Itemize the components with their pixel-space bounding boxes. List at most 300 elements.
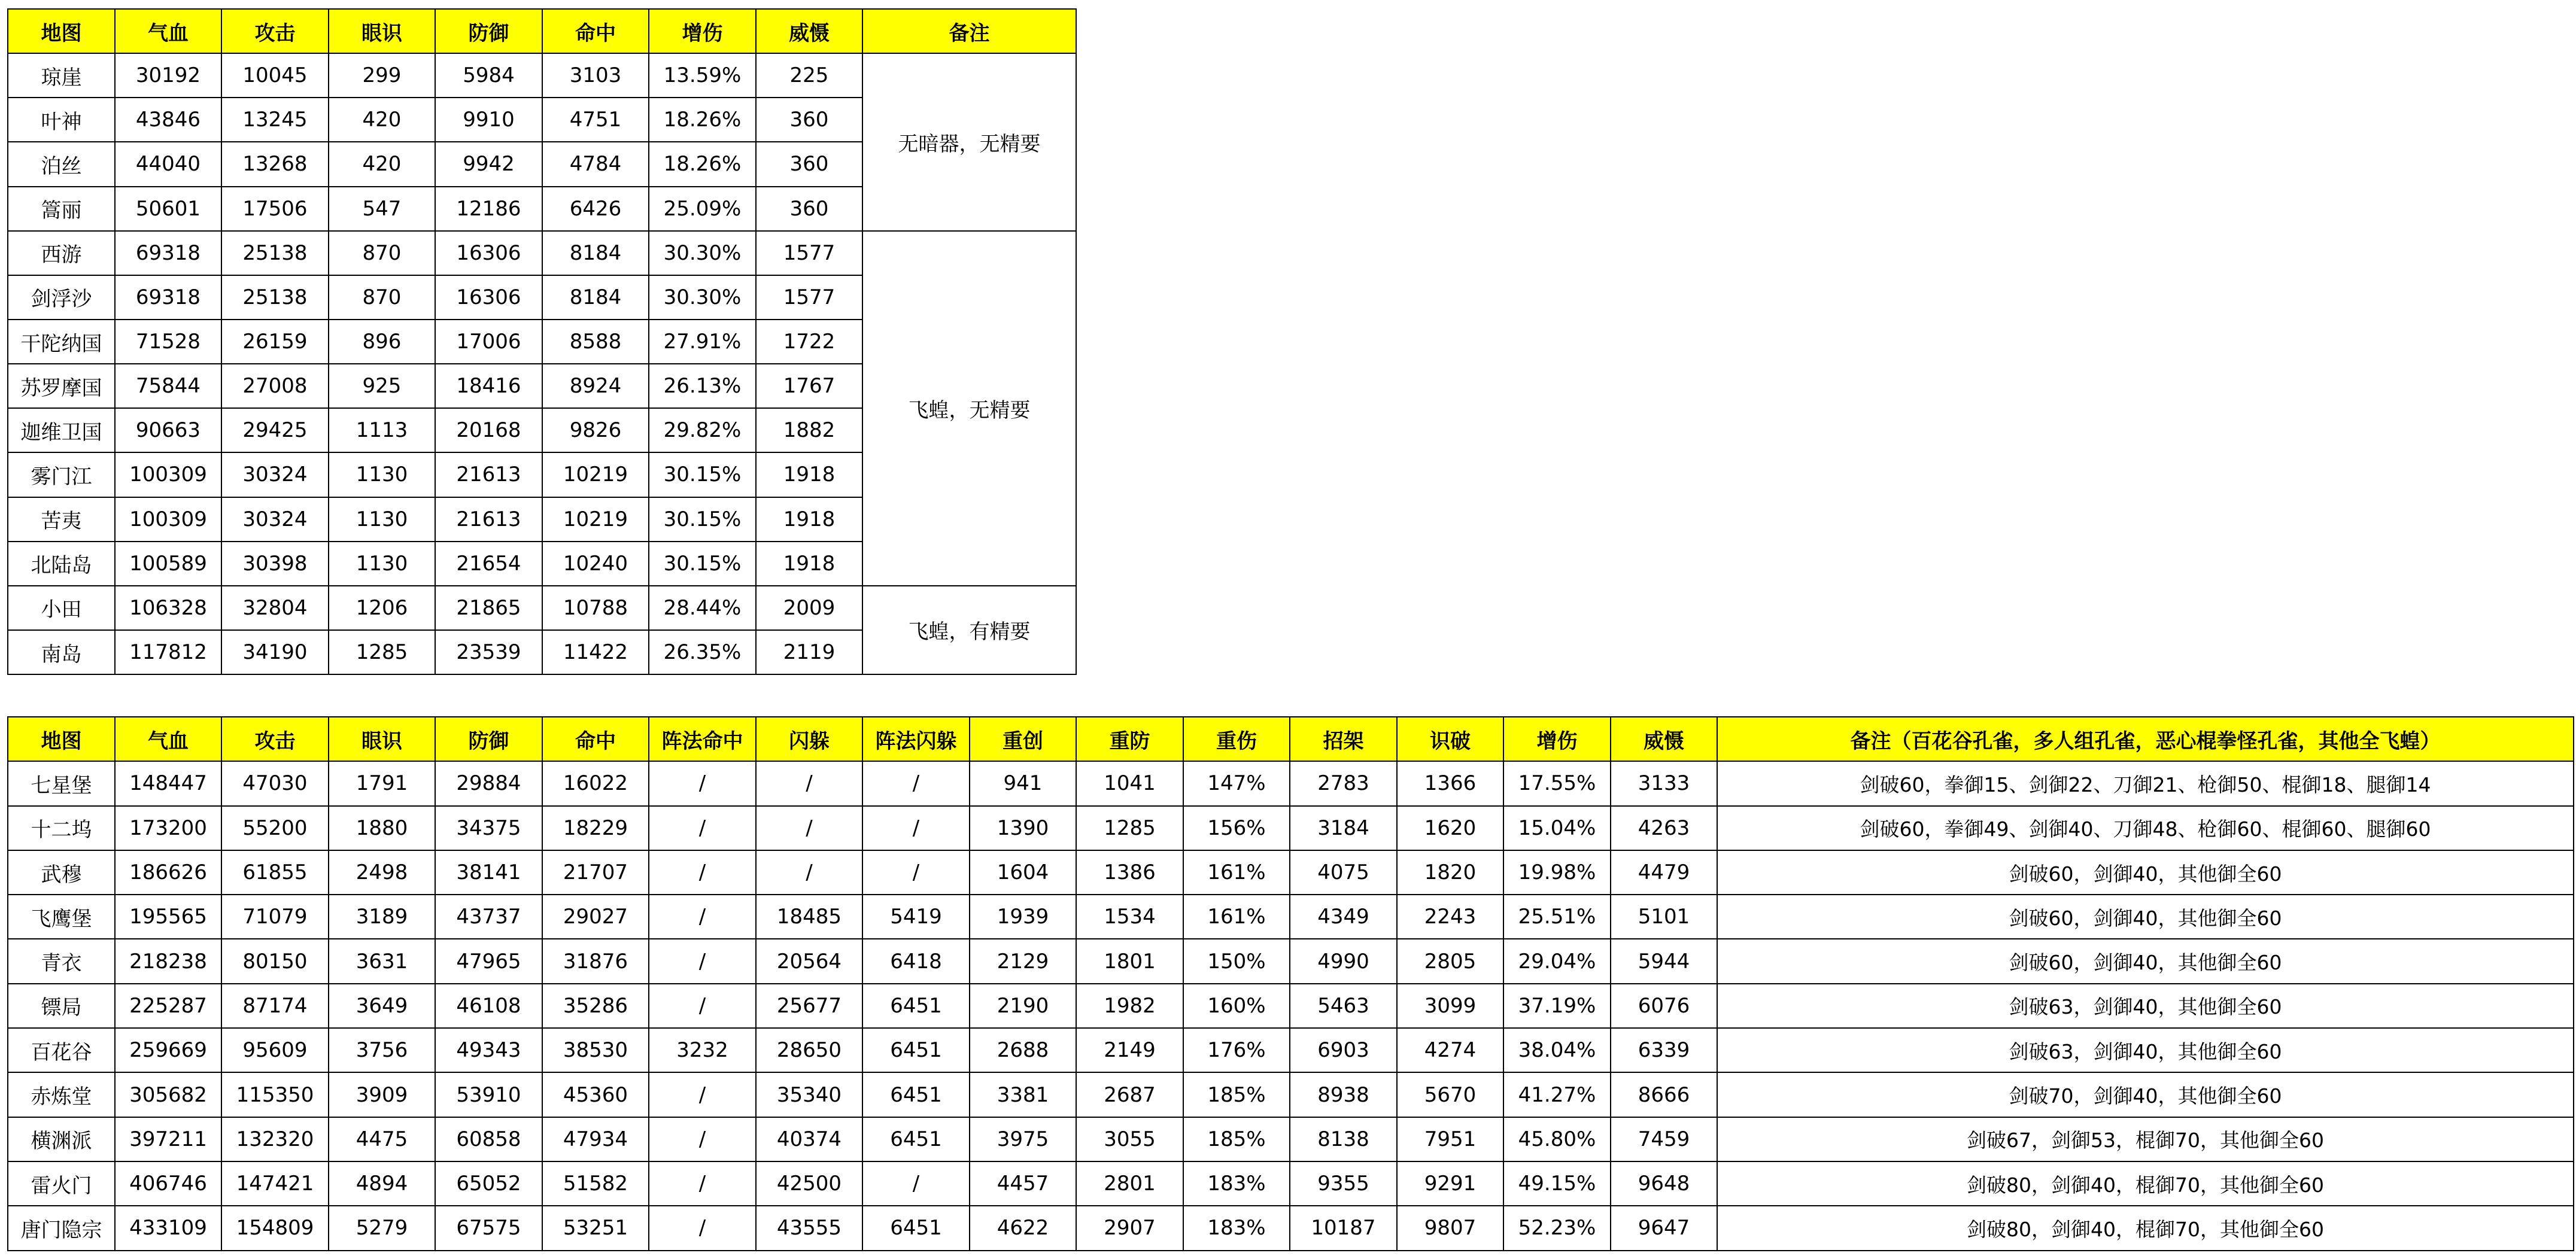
col-header-damage-bonus: 增伤 [649,9,756,53]
cell-critical-damage: 161% [1183,895,1290,939]
cell-note: 无暗器，无精要 [862,53,1076,231]
cell-intimidation: 4263 [1611,806,1717,850]
cell-critical-damage: 161% [1183,850,1290,895]
cell-map: 苏罗摩国 [8,364,115,408]
cell-hp: 30192 [115,53,221,98]
cell-note: 剑破80，剑御40，棍御70，其他御全60 [1717,1161,2574,1206]
cell-accuracy: 6426 [542,187,649,231]
cell-intimidation: 5944 [1611,939,1717,983]
cell-note: 剑破80，剑御40，棍御70，其他御全60 [1717,1206,2574,1250]
cell-intimidation: 7459 [1611,1117,1717,1161]
cell-damage-bonus: 26.13% [649,364,756,408]
table-row [8,1206,2574,1250]
cell-map: 篙丽 [8,187,115,231]
cell-map: 泊丝 [8,142,115,186]
cell-dodge: / [756,806,862,850]
cell-parry: 4990 [1290,939,1397,983]
cell-critical-defense: 1801 [1076,939,1183,983]
cell-hp: 218238 [115,939,221,983]
cell-hp: 225287 [115,984,221,1028]
cell-perception: 3189 [329,895,435,939]
cell-critical-defense: 3055 [1076,1117,1183,1161]
cell-defense: 21654 [435,542,542,586]
cell-critical-defense: 2149 [1076,1028,1183,1072]
cell-damage-bonus: 49.15% [1503,1161,1611,1206]
cell-note: 飞蝗，无精要 [862,231,1076,586]
cell-dodge: 40374 [756,1117,862,1161]
cell-defense: 20168 [435,408,542,452]
col-header-damage-bonus: 增伤 [1503,717,1611,761]
cell-intimidation: 5101 [1611,895,1717,939]
cell-defense: 21865 [435,586,542,630]
cell-attack: 147421 [221,1161,329,1206]
cell-attack: 55200 [221,806,329,850]
cell-damage-bonus: 26.35% [649,630,756,674]
cell-perception: 1130 [329,497,435,542]
cell-attack: 25138 [221,275,329,320]
cell-formation-dodge: 6451 [862,984,970,1028]
cell-critical-hit: 3975 [970,1117,1076,1161]
cell-perception: 420 [329,98,435,142]
cell-formation-accuracy: 3232 [649,1028,756,1072]
col-header-hp: 气血 [115,717,221,761]
cell-map: 横渊派 [8,1117,115,1161]
cell-defense: 23539 [435,630,542,674]
col-header-critical-defense: 重防 [1076,717,1183,761]
cell-intimidation: 360 [756,142,862,186]
cell-attack: 30398 [221,542,329,586]
cell-map: 迦维卫国 [8,408,115,452]
cell-damage-bonus: 13.59% [649,53,756,98]
col-header-attack: 攻击 [221,9,329,53]
cell-critical-damage: 150% [1183,939,1290,983]
cell-parry: 2783 [1290,761,1397,805]
cell-map: 小田 [8,586,115,630]
cell-formation-accuracy: / [649,1206,756,1250]
cell-accuracy: 35286 [542,984,649,1028]
cell-defense: 18416 [435,364,542,408]
cell-map: 镖局 [8,984,115,1028]
cell-dodge: 43555 [756,1206,862,1250]
cell-perception: 1206 [329,586,435,630]
cell-formation-dodge: / [862,850,970,895]
cell-map: 剑浮沙 [8,275,115,320]
cell-perception: 3631 [329,939,435,983]
cell-map: 唐门隐宗 [8,1206,115,1250]
cell-critical-hit: 2190 [970,984,1076,1028]
cell-damage-bonus: 18.26% [649,142,756,186]
cell-damage-bonus: 18.26% [649,98,756,142]
cell-note: 剑破63，剑御40，其他御全60 [1717,984,2574,1028]
cell-critical-defense: 1982 [1076,984,1183,1028]
cell-defense: 47965 [435,939,542,983]
cell-intimidation: 2009 [756,586,862,630]
cell-note: 剑破60，剑御40，其他御全60 [1717,895,2574,939]
table-row [8,1117,2574,1161]
cell-perception: 4894 [329,1161,435,1206]
cell-attack: 27008 [221,364,329,408]
col-header-insight: 识破 [1397,717,1503,761]
cell-attack: 95609 [221,1028,329,1072]
cell-hp: 195565 [115,895,221,939]
cell-attack: 34190 [221,630,329,674]
cell-damage-bonus: 28.44% [649,586,756,630]
cell-critical-damage: 156% [1183,806,1290,850]
cell-hp: 100309 [115,497,221,542]
cell-insight: 3099 [1397,984,1503,1028]
cell-formation-accuracy: / [649,939,756,983]
cell-critical-defense: 1285 [1076,806,1183,850]
col-header-formation-accuracy: 阵法命中 [649,717,756,761]
cell-damage-bonus: 27.91% [649,320,756,364]
table-row [8,984,2574,1028]
cell-critical-hit: 2129 [970,939,1076,983]
cell-map: 苦夷 [8,497,115,542]
cell-defense: 46108 [435,984,542,1028]
cell-damage-bonus: 38.04% [1503,1028,1611,1072]
cell-damage-bonus: 30.30% [649,275,756,320]
cell-formation-dodge: 6451 [862,1028,970,1072]
cell-parry: 4075 [1290,850,1397,895]
cell-defense: 12186 [435,187,542,231]
cell-defense: 67575 [435,1206,542,1250]
cell-map: 青衣 [8,939,115,983]
cell-formation-dodge: / [862,761,970,805]
header-row [8,717,2574,761]
cell-accuracy: 21707 [542,850,649,895]
cell-perception: 1113 [329,408,435,452]
cell-attack: 87174 [221,984,329,1028]
col-header-intimidation: 威慑 [756,9,862,53]
cell-perception: 2498 [329,850,435,895]
cell-intimidation: 1918 [756,542,862,586]
cell-parry: 4349 [1290,895,1397,939]
col-header-defense: 防御 [435,9,542,53]
cell-accuracy: 45360 [542,1072,649,1117]
cell-accuracy: 16022 [542,761,649,805]
col-header-map: 地图 [8,9,115,53]
cell-accuracy: 29027 [542,895,649,939]
cell-critical-defense: 1386 [1076,850,1183,895]
cell-hp: 100589 [115,542,221,586]
cell-attack: 71079 [221,895,329,939]
cell-damage-bonus: 30.15% [649,497,756,542]
table-row [8,1072,2574,1117]
cell-accuracy: 31876 [542,939,649,983]
cell-attack: 10045 [221,53,329,98]
cell-perception: 1880 [329,806,435,850]
table-row [8,231,1076,275]
table-row [8,1028,2574,1072]
cell-intimidation: 1918 [756,497,862,542]
cell-attack: 30324 [221,452,329,497]
cell-defense: 38141 [435,850,542,895]
cell-intimidation: 6076 [1611,984,1717,1028]
cell-critical-damage: 160% [1183,984,1290,1028]
cell-damage-bonus: 25.51% [1503,895,1611,939]
cell-formation-accuracy: / [649,1072,756,1117]
cell-critical-damage: 147% [1183,761,1290,805]
cell-insight: 1820 [1397,850,1503,895]
cell-accuracy: 18229 [542,806,649,850]
cell-damage-bonus: 30.30% [649,231,756,275]
col-header-perception: 眼识 [329,717,435,761]
cell-damage-bonus: 41.27% [1503,1072,1611,1117]
cell-critical-defense: 2907 [1076,1206,1183,1250]
cell-critical-hit: 2688 [970,1028,1076,1072]
cell-perception: 1130 [329,542,435,586]
cell-hp: 75844 [115,364,221,408]
cell-map: 七星堡 [8,761,115,805]
cell-critical-hit: 3381 [970,1072,1076,1117]
cell-dodge: 25677 [756,984,862,1028]
cell-attack: 17506 [221,187,329,231]
cell-defense: 60858 [435,1117,542,1161]
cell-damage-bonus: 52.23% [1503,1206,1611,1250]
cell-insight: 1366 [1397,761,1503,805]
cell-formation-accuracy: / [649,1117,756,1161]
cell-hp: 100309 [115,452,221,497]
cell-hp: 117812 [115,630,221,674]
col-header-parry: 招架 [1290,717,1397,761]
cell-perception: 4475 [329,1117,435,1161]
cell-map: 雷火门 [8,1161,115,1206]
cell-dodge: 35340 [756,1072,862,1117]
header-row [8,9,1076,53]
cell-attack: 47030 [221,761,329,805]
col-header-accuracy: 命中 [542,9,649,53]
cell-accuracy: 10240 [542,542,649,586]
cell-hp: 397211 [115,1117,221,1161]
cell-defense: 21613 [435,452,542,497]
cell-accuracy: 47934 [542,1117,649,1161]
cell-defense: 65052 [435,1161,542,1206]
cell-hp: 44040 [115,142,221,186]
cell-defense: 29884 [435,761,542,805]
cell-formation-accuracy: / [649,806,756,850]
cell-map: 赤炼堂 [8,1072,115,1117]
cell-formation-dodge: / [862,1161,970,1206]
cell-formation-accuracy: / [649,761,756,805]
cell-accuracy: 9826 [542,408,649,452]
col-header-critical-hit: 重创 [970,717,1076,761]
cell-insight: 9807 [1397,1206,1503,1250]
cell-map: 百花谷 [8,1028,115,1072]
cell-intimidation: 3133 [1611,761,1717,805]
cell-accuracy: 4784 [542,142,649,186]
cell-hp: 43846 [115,98,221,142]
cell-map: 叶神 [8,98,115,142]
cell-defense: 16306 [435,231,542,275]
cell-hp: 106328 [115,586,221,630]
cell-parry: 8938 [1290,1072,1397,1117]
cell-damage-bonus: 30.15% [649,542,756,586]
table-row [8,939,2574,983]
cell-perception: 925 [329,364,435,408]
cell-critical-defense: 2687 [1076,1072,1183,1117]
cell-map: 雾门江 [8,452,115,497]
cell-map: 干陀纳国 [8,320,115,364]
cell-insight: 7951 [1397,1117,1503,1161]
map-stats-table-bottom [7,716,2574,1251]
cell-map: 西游 [8,231,115,275]
map-stats-table-top [7,8,1077,675]
cell-attack: 29425 [221,408,329,452]
cell-map: 琼崖 [8,53,115,98]
table-row [8,1161,2574,1206]
cell-accuracy: 8588 [542,320,649,364]
cell-dodge: 42500 [756,1161,862,1206]
cell-dodge: / [756,850,862,895]
cell-defense: 21613 [435,497,542,542]
cell-accuracy: 53251 [542,1206,649,1250]
cell-formation-dodge: / [862,806,970,850]
cell-note: 剑破67，剑御53，棍御70，其他御全60 [1717,1117,2574,1161]
table-row [8,53,1076,98]
cell-critical-defense: 2801 [1076,1161,1183,1206]
cell-perception: 1130 [329,452,435,497]
cell-defense: 34375 [435,806,542,850]
cell-critical-hit: 4457 [970,1161,1076,1206]
col-header-hp: 气血 [115,9,221,53]
col-header-accuracy: 命中 [542,717,649,761]
cell-perception: 3756 [329,1028,435,1072]
cell-parry: 5463 [1290,984,1397,1028]
cell-intimidation: 360 [756,98,862,142]
table-row [8,895,2574,939]
cell-attack: 80150 [221,939,329,983]
cell-intimidation: 1882 [756,408,862,452]
cell-perception: 3909 [329,1072,435,1117]
cell-defense: 17006 [435,320,542,364]
cell-perception: 1791 [329,761,435,805]
cell-critical-hit: 1939 [970,895,1076,939]
cell-critical-hit: 941 [970,761,1076,805]
cell-map: 武穆 [8,850,115,895]
cell-intimidation: 1722 [756,320,862,364]
cell-hp: 305682 [115,1072,221,1117]
cell-dodge: 20564 [756,939,862,983]
col-header-map: 地图 [8,717,115,761]
col-header-formation-dodge: 阵法闪躲 [862,717,970,761]
cell-critical-damage: 176% [1183,1028,1290,1072]
cell-dodge: 28650 [756,1028,862,1072]
cell-critical-damage: 185% [1183,1117,1290,1161]
cell-attack: 61855 [221,850,329,895]
cell-damage-bonus: 15.04% [1503,806,1611,850]
cell-hp: 433109 [115,1206,221,1250]
cell-note: 剑破63，剑御40，其他御全60 [1717,1028,2574,1072]
cell-dodge: 18485 [756,895,862,939]
col-header-perception: 眼识 [329,9,435,53]
cell-intimidation: 1918 [756,452,862,497]
cell-formation-dodge: 6418 [862,939,970,983]
table-row [8,586,1076,630]
cell-perception: 896 [329,320,435,364]
cell-perception: 299 [329,53,435,98]
cell-critical-hit: 4622 [970,1206,1076,1250]
cell-note: 剑破60，剑御40，其他御全60 [1717,939,2574,983]
cell-formation-accuracy: / [649,984,756,1028]
col-header-defense: 防御 [435,717,542,761]
cell-hp: 173200 [115,806,221,850]
cell-attack: 25138 [221,231,329,275]
cell-note: 剑破60，拳御15、剑御22、刀御21、枪御50、棍御18、腿御14 [1717,761,2574,805]
cell-damage-bonus: 29.04% [1503,939,1611,983]
cell-formation-dodge: 6451 [862,1117,970,1161]
cell-critical-defense: 1041 [1076,761,1183,805]
cell-intimidation: 9648 [1611,1161,1717,1206]
cell-hp: 148447 [115,761,221,805]
cell-perception: 1285 [329,630,435,674]
cell-defense: 16306 [435,275,542,320]
cell-hp: 69318 [115,231,221,275]
cell-attack: 154809 [221,1206,329,1250]
cell-perception: 870 [329,231,435,275]
cell-defense: 9942 [435,142,542,186]
cell-attack: 26159 [221,320,329,364]
cell-accuracy: 11422 [542,630,649,674]
cell-perception: 870 [329,275,435,320]
cell-accuracy: 10219 [542,452,649,497]
cell-defense: 43737 [435,895,542,939]
cell-hp: 90663 [115,408,221,452]
cell-formation-accuracy: / [649,895,756,939]
cell-perception: 5279 [329,1206,435,1250]
cell-critical-defense: 1534 [1076,895,1183,939]
cell-defense: 49343 [435,1028,542,1072]
cell-perception: 547 [329,187,435,231]
col-header-critical-damage: 重伤 [1183,717,1290,761]
cell-note: 飞蝗，有精要 [862,586,1076,674]
cell-insight: 9291 [1397,1161,1503,1206]
cell-formation-dodge: 6451 [862,1206,970,1250]
cell-intimidation: 6339 [1611,1028,1717,1072]
cell-parry: 6903 [1290,1028,1397,1072]
cell-attack: 13268 [221,142,329,186]
table-row [8,850,2574,895]
cell-damage-bonus: 37.19% [1503,984,1611,1028]
cell-intimidation: 4479 [1611,850,1717,895]
cell-intimidation: 9647 [1611,1206,1717,1250]
cell-parry: 3184 [1290,806,1397,850]
cell-hp: 50601 [115,187,221,231]
cell-intimidation: 2119 [756,630,862,674]
cell-hp: 71528 [115,320,221,364]
table-row [8,806,2574,850]
cell-accuracy: 8924 [542,364,649,408]
cell-insight: 5670 [1397,1072,1503,1117]
cell-perception: 3649 [329,984,435,1028]
cell-map: 飞鹰堡 [8,895,115,939]
cell-note: 剑破60，剑御40，其他御全60 [1717,850,2574,895]
cell-critical-damage: 185% [1183,1072,1290,1117]
cell-accuracy: 3103 [542,53,649,98]
cell-intimidation: 1767 [756,364,862,408]
cell-insight: 2805 [1397,939,1503,983]
cell-accuracy: 38530 [542,1028,649,1072]
col-header-notes: 备注（百花谷孔雀，多人组孔雀，恶心棍拳怪孔雀，其他全飞蝗） [1717,717,2574,761]
cell-accuracy: 4751 [542,98,649,142]
cell-critical-hit: 1390 [970,806,1076,850]
cell-hp: 186626 [115,850,221,895]
cell-insight: 2243 [1397,895,1503,939]
cell-parry: 9355 [1290,1161,1397,1206]
cell-intimidation: 1577 [756,231,862,275]
cell-accuracy: 51582 [542,1161,649,1206]
cell-damage-bonus: 19.98% [1503,850,1611,895]
cell-damage-bonus: 17.55% [1503,761,1611,805]
